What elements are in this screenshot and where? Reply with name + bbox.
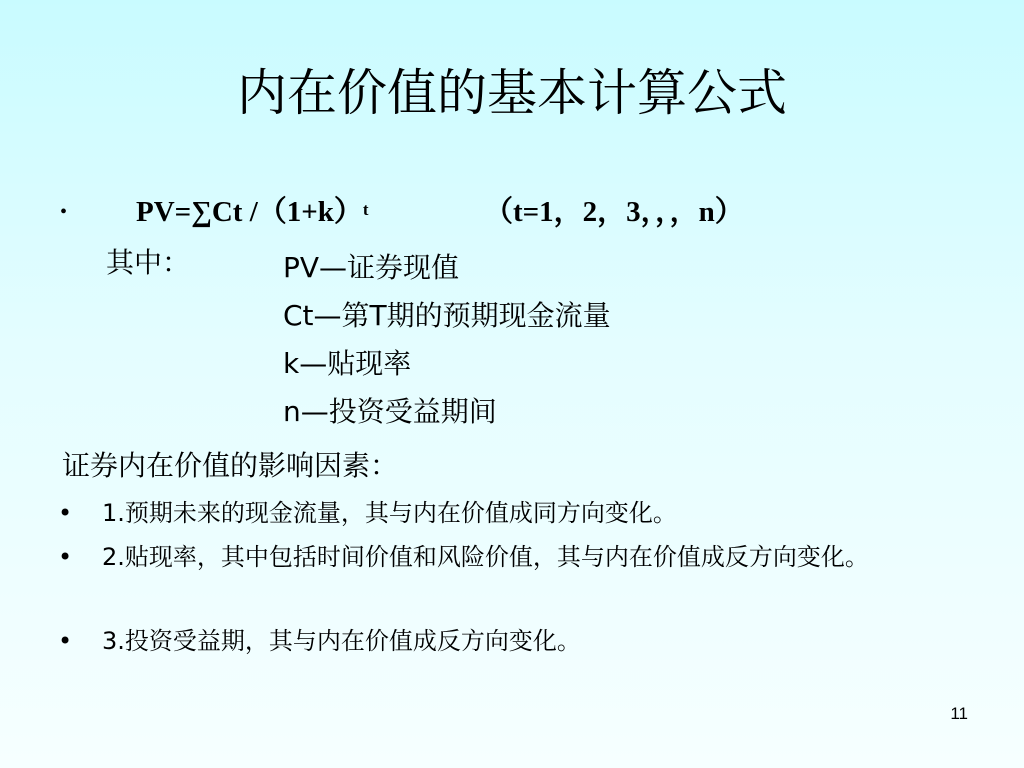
formula-exponent: t — [362, 200, 369, 219]
factors-list — [58, 496, 958, 664]
factor-text: 1.预期未来的现金流量，其与内在价值成同方向变化。 — [102, 499, 677, 527]
bullet-icon: • — [58, 627, 73, 655]
page-number: 11 — [950, 704, 968, 723]
definitions-label: 其中： — [106, 246, 191, 279]
formula-main: PV=∑Ct /（1+k） — [136, 196, 363, 228]
factor-item — [58, 540, 958, 624]
slide-title: 内在价值的基本计算公式 — [237, 64, 787, 122]
definition-pv: PV—证券现值 — [283, 251, 460, 284]
factor-text: 3.投资受益期，其与内在价值成反方向变化。 — [102, 627, 581, 655]
definition-ct: Ct—第T期的预期现金流量 — [283, 299, 611, 332]
bullet-icon: • — [58, 499, 73, 527]
bullet-icon: • — [58, 543, 73, 571]
definition-n: n—投资受益期间 — [283, 395, 497, 428]
factor-item — [58, 624, 958, 664]
definitions-list — [283, 244, 611, 436]
formula-expression — [136, 192, 369, 236]
factors-heading: 证券内在价值的影响因素： — [62, 449, 399, 482]
definition-k: k—贴现率 — [283, 347, 412, 380]
formula-line — [60, 192, 744, 232]
formula-range: （t=1，2，3，，，n） — [484, 196, 744, 228]
factor-text: 2.贴现率，其中包括时间价值和风险价值，其与内在价值成反方向变化。 — [102, 543, 869, 571]
factor-item — [58, 496, 958, 540]
formula-bullet: • — [60, 201, 68, 223]
